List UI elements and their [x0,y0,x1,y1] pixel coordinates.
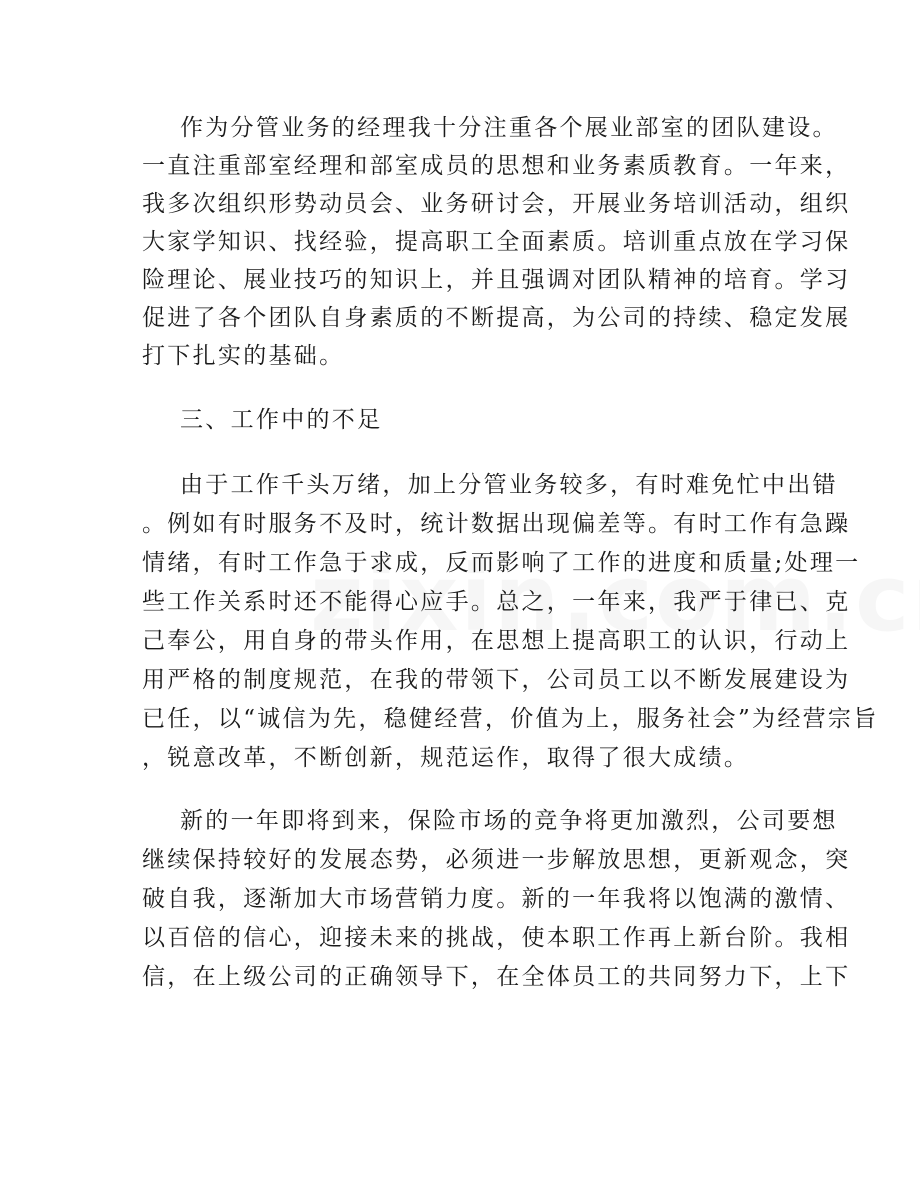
paragraph-1-line-2: 一直注重部室经理和部室成员的思想和业务素质教育。一年来， [142,153,851,179]
paragraph-3-line-3: 破自我，逐渐加大市场营销力度。新的一年我将以饱满的激情、 [142,886,851,912]
paragraph-3-line-1: 新的一年即将到来，保险市场的竞争将更加激烈，公司要想 [180,808,838,834]
paragraph-1-line-4: 大家学知识、找经验，提高职工全面素质。培训重点放在学习保 [142,229,851,255]
paragraph-2-line-1: 由于工作千头万绪，加上分管业务较多，有时难免忙中出错 [180,472,838,498]
paragraph-2-line-4: 些工作关系时还不能得心应手。总之，一年来，我严于律已、克 [142,589,851,615]
paragraph-1-line-6: 促进了各个团队自身素质的不断提高，为公司的持续、稳定发展 [142,305,851,331]
paragraph-2-line-6: 用严格的制度规范，在我的带领下，公司员工以不断发展建设为 [142,667,851,693]
section-heading: 三、工作中的不足 [180,407,383,433]
paragraph-3-line-4: 以百倍的信心，迎接未来的挑战，使本职工作再上新台阶。我相 [142,925,851,951]
paragraph-2-line-3: 情绪，有时工作急于求成，反而影响了工作的进度和质量;处理一 [142,550,861,576]
paragraph-1-line-1: 作为分管业务的经理我十分注重各个展业部室的团队建设。 [180,115,838,141]
paragraph-1-line-7: 打下扎实的基础。 [142,343,345,369]
paragraph-2-line-7: 已任，以“诚信为先，稳健经营，价值为上，服务社会”为经营宗旨 [142,706,879,732]
paragraph-2-line-8: ，锐意改革，不断创新，规范运作，取得了很大成绩。 [142,745,750,771]
paragraph-2-line-5: 己奉公，用自身的带头作用，在思想上提高职工的认识，行动上 [142,628,851,654]
paragraph-1-line-5: 险理论、展业技巧的知识上，并且强调对团队精神的培育。学习 [142,267,851,293]
paragraph-2-line-2: 。例如有时服务不及时，统计数据出现偏差等。有时工作有急躁 [142,511,851,537]
paragraph-3-line-2: 继续保持较好的发展态势，必须进一步解放思想，更新观念，突 [142,847,851,873]
paragraph-3-line-5: 信，在上级公司的正确领导下，在全体员工的共同努力下，上下 [142,964,851,990]
paragraph-1-line-3: 我多次组织形势动员会、业务研讨会，开展业务培训活动，组织 [142,191,851,217]
